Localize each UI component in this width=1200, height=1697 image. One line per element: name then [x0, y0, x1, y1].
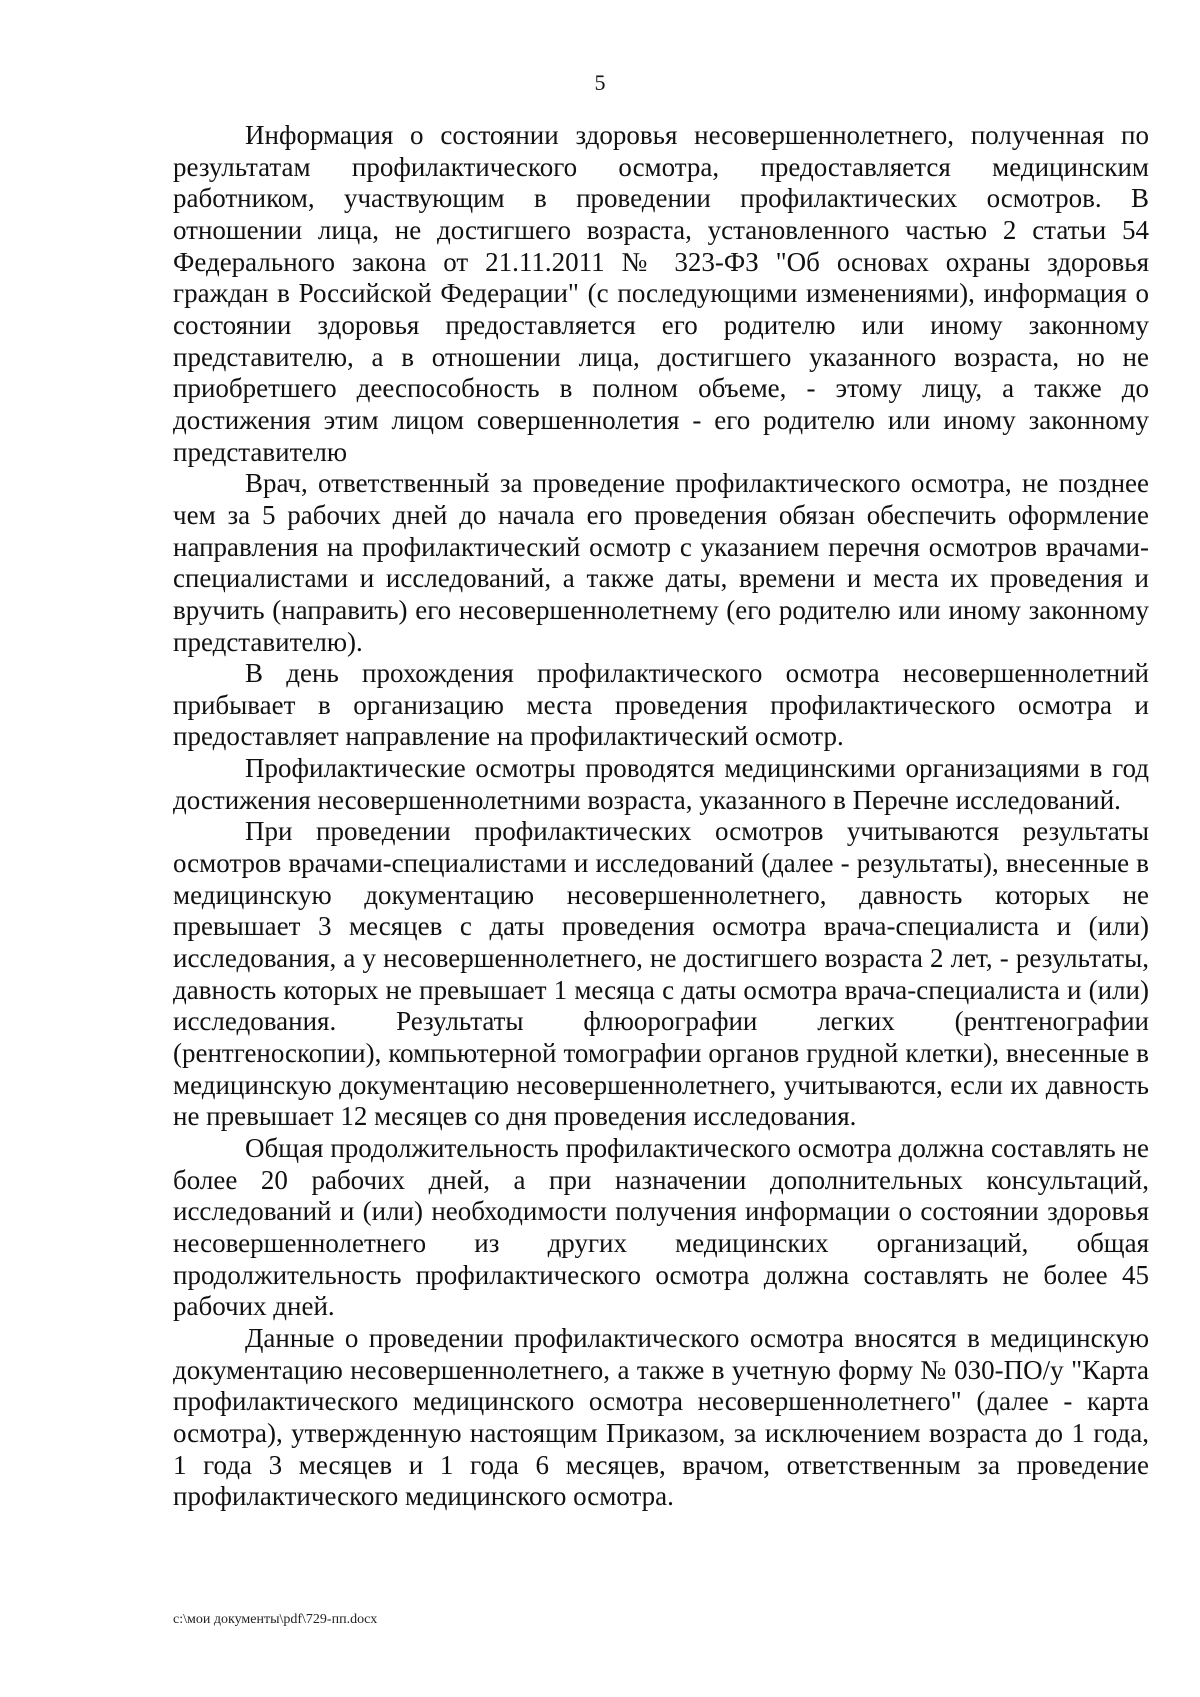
page-number: 5	[594, 70, 606, 95]
paragraph-examination-duration: Общая продолжительность профилактического осмотра должна составлять не более 20 рабочих дней, а при назначении дополнительных консультаций, исследований и (или) необходимости получения информации о состоянии здоровья несовершеннолетнего из других медицинских организаций, общая продолжительность профилактического осмотра должна составлять не более 45 рабочих дней.	[173, 1133, 1149, 1322]
paragraph-referral-issuance: Врач, ответственный за проведение профилактического осмотра, не позднее чем за 5 рабочих дней до начала его проведения обязан обеспечить оформление направления на профилактический осмотр с указанием перечня осмотров врачами-специалистами и исследований, а также даты, времени и места их проведения и вручить (направить) его несовершеннолетнему (его родителю или иному законному представителю).	[173, 468, 1149, 657]
footer-file-path: c:\мои документы\pdf\729-пп.docx	[173, 1612, 378, 1627]
paragraph-examination-records: Данные о проведении профилактического осмотра вносятся в медицинскую документацию несовершеннолетнего, а также в учетную форму № 030-ПО/у "Карта профилактического медицинского осмотра несовершеннолетнего" (далее - карта осмотра), утвержденную настоящим Приказом, за исключением возраста до 1 года, 1 года 3 месяцев и 1 года 6 месяцев, врачом, ответственным за проведение профилактического медицинского осмотра.	[173, 1322, 1149, 1512]
document-body	[173, 120, 1149, 1513]
paragraph-examination-day: В день прохождения профилактического осмотра несовершеннолетний прибывает в организацию места проведения профилактического осмотра и предоставляет направление на профилактический осмотр.	[173, 658, 1149, 752]
paragraph-examination-organizations: Профилактические осмотры проводятся медицинскими организациями в год достижения несовершеннолетними возраста, указанного в Перечне исследований.	[173, 753, 1149, 815]
paragraph-health-information: Информация о состоянии здоровья несовершеннолетнего, полученная по результатам профилактического осмотра, предоставляется медицинским работником, участвующим в проведении профилактических осмотров. В отношении лица, не достигшего возраста, установленного частью 2 статьи 54 Федерального закона от 21.11.2011 № 323-ФЗ "Об основах охраны здоровья граждан в Российской Федерации" (с последующими изменениями), информация о состоянии здоровья предоставляется его родителю или иному законному представителю, а в отношении лица, достигшего указанного возраста, но не приобретшего дееспособность в полном объеме, - этому лицу, а также до достижения этим лицом совершеннолетия - его родителю или иному законному представителю	[173, 120, 1149, 467]
paragraph-prior-results: При проведении профилактических осмотров учитываются результаты осмотров врачами-специалистами и исследований (далее - результаты), внесенные в медицинскую документацию несовершеннолетнего, давность которых не превышает 3 месяцев с даты проведения осмотра врача-специалиста и (или) исследования, а у несовершеннолетнего, не достигшего возраста 2 лет, - результаты, давность которых не превышает 1 месяца с даты осмотра врача-специалиста и (или) исследования. Результаты флюорографии легких (рентгенографии (рентгеноскопии), компьютерной томографии органов грудной клетки), внесенные в медицинскую документацию несовершеннолетнего, учитываются, если их давность не превышает 12 месяцев со дня проведения исследования.	[173, 816, 1149, 1132]
